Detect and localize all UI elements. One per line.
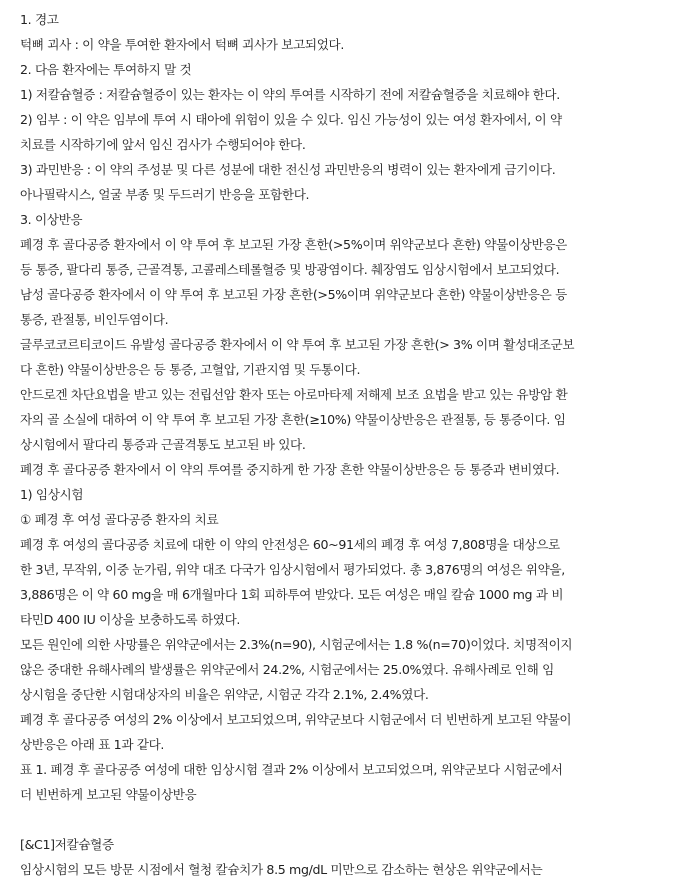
- text-line: 3) 과민반응 : 이 약의 주성분 및 다른 성분에 대한 전신성 과민반응의 병력이 있는 환자에게 금기이다.: [20, 162, 556, 177]
- text-line: 남성 골다공증 환자에서 이 약 투여 후 보고된 가장 흔한(>5%이며 위약군보다 흔한) 약물이상반응은 등: [20, 287, 567, 302]
- text-line: 않은 중대한 유해사례의 발생률은 위약군에서 24.2%, 시험군에서는 25.0%였다. 유해사례로 인해 임: [20, 662, 554, 677]
- subsection-heading-hypocalcemia: [&C1]저칼슘혈증: [20, 837, 114, 852]
- subsection-heading-postmenopausal: ① 폐경 후 여성 골다공증 환자의 치료: [20, 512, 219, 527]
- text-line: 타민D 400 IU 이상을 보충하도록 하였다.: [20, 612, 241, 627]
- text-line: 안드로겐 차단요법을 받고 있는 전립선암 환자 또는 아로마타제 저해제 보조 요법을 받고 있는 유방암 환: [20, 387, 568, 402]
- text-line: 폐경 후 골다공증 환자에서 이 약 투여 후 보고된 가장 흔한(>5%이며 위약군보다 흔한) 약물이상반응은: [20, 237, 567, 252]
- section-heading-adverse-reactions: 3. 이상반응: [20, 212, 83, 227]
- text-line: 폐경 후 골다공증 환자에서 이 약의 투여를 중지하게 한 가장 흔한 약물이상반응은 등 통증과 변비였다.: [20, 462, 560, 477]
- text-line: 치료를 시작하기에 앞서 임신 검사가 수행되어야 한다.: [20, 137, 306, 152]
- text-line: 상반응은 아래 표 1과 같다.: [20, 737, 165, 752]
- text-line: 아나필락시스, 얼굴 부종 및 두드러기 반응을 포함한다.: [20, 187, 310, 202]
- text-line: 자의 골 소실에 대하여 이 약 투여 후 보고된 가장 흔한(≥10%) 약물이상반응은 관절통, 등 통증이다. 임: [20, 412, 566, 427]
- text-line: 턱뼈 괴사 : 이 약을 투여한 환자에서 턱뼈 괴사가 보고되었다.: [20, 37, 344, 52]
- text-line: 다 흔한) 약물이상반응은 등 통증, 고혈압, 기관지염 및 두통이다.: [20, 362, 361, 377]
- text-line: 등 통증, 팔다리 통증, 근골격통, 고콜레스테롤혈증 및 방광염이다. 췌장염도 임상시험에서 보고되었다.: [20, 262, 560, 277]
- subsection-heading-clinical-trials: 1) 임상시험: [20, 487, 84, 502]
- table-caption: 표 1. 폐경 후 골다공증 여성에 대한 임상시험 결과 2% 이상에서 보고되었으며, 위약군보다 시험군에서: [20, 762, 563, 777]
- text-line: 글루코코르티코이드 유발성 골다공증 환자에서 이 약 투여 후 보고된 가장 흔한(> 3% 이며 활성대조군보: [20, 337, 575, 352]
- text-line: 3,886명은 이 약 60 mg을 매 6개월마다 1회 피하투여 받았다. 모든 여성은 매일 칼슘 1000 mg 과 비: [20, 587, 564, 602]
- table-caption-continued: 더 빈번하게 보고된 약물이상반응: [20, 787, 197, 802]
- blank-line: [20, 808, 675, 832]
- text-line: 폐경 후 여성의 골다공증 치료에 대한 이 약의 안전성은 60~91세의 폐경 후 여성 7,808명을 대상으로: [20, 537, 560, 552]
- text-line: 2) 임부 : 이 약은 임부에 투여 시 태아에 위험이 있을 수 있다. 임신 가능성이 있는 여성 환자에서, 이 약: [20, 112, 562, 127]
- text-line: 상시험을 중단한 시험대상자의 비율은 위약군, 시험군 각각 2.1%, 2.4%였다.: [20, 687, 429, 702]
- text-line: 1) 저칼슘혈증 : 저칼슘혈증이 있는 환자는 이 약의 투여를 시작하기 전에 저칼슘혈증을 치료해야 한다.: [20, 87, 560, 102]
- text-line: 상시험에서 팔다리 통증과 근골격통도 보고된 바 있다.: [20, 437, 306, 452]
- text-line: 통증, 관절통, 비인두염이다.: [20, 312, 169, 327]
- text-line: 폐경 후 골다공증 여성의 2% 이상에서 보고되었으며, 위약군보다 시험군에서 더 빈번하게 보고된 약물이: [20, 712, 572, 727]
- text-line: 모든 원인에 의한 사망률은 위약군에서는 2.3%(n=90), 시험군에서는 1.8 %(n=70)이었다. 치명적이지: [20, 637, 573, 652]
- section-heading-warning: 1. 경고: [20, 12, 59, 27]
- text-line: 한 3년, 무작위, 이중 눈가림, 위약 대조 다국가 임상시험에서 평가되었다. 총 3,876명의 여성은 위약을,: [20, 562, 565, 577]
- section-heading-contraindications: 2. 다음 환자에는 투여하지 말 것: [20, 62, 192, 77]
- text-line: 임상시험의 모든 방문 시점에서 혈청 칼슘치가 8.5 mg/dL 미만으로 감소하는 현상은 위약군에서는: [20, 862, 543, 877]
